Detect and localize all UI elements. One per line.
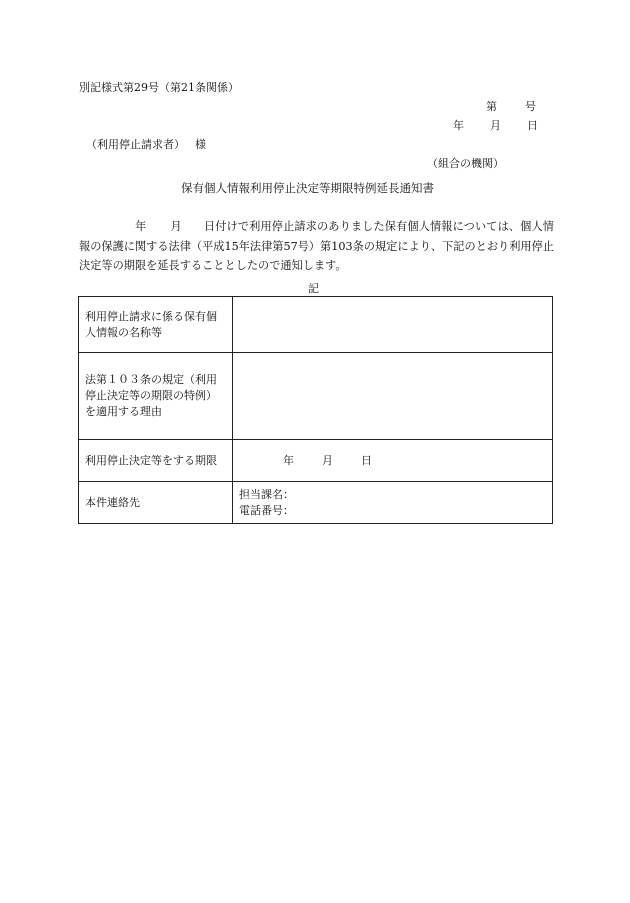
doc-number-prefix: 第 <box>486 100 497 113</box>
details-table <box>78 296 553 524</box>
table-row <box>79 482 553 524</box>
table-label-contact: 本件連絡先 <box>79 482 233 524</box>
deadline-day: 日 <box>361 453 372 467</box>
addressee <box>86 138 206 152</box>
addressee-honorific: 様 <box>195 138 206 151</box>
table-value-deadline <box>233 440 553 482</box>
table-label-info-name: 利用停止請求に係る保有個人情報の名称等 <box>79 297 233 353</box>
issue-date-month: 月 <box>490 119 501 132</box>
table-row <box>79 297 553 353</box>
issue-date-day: 日 <box>527 119 538 132</box>
document-title: 保有個人情報利用停止決定等期限特例延長通知書 <box>181 181 434 195</box>
body-year: 年 <box>135 220 147 233</box>
table-label-deadline: 利用停止決定等をする期限 <box>79 440 233 482</box>
body-text: 日付けで利用停止請求のありました保有個人情報については、個人情報の保護に関する法律（平成15年法律第57号）第103条の規定により、下記のとおり利用停止決定等の期限を延長することとしたので通知します。 <box>79 220 554 272</box>
issue-date <box>453 119 538 133</box>
document-number <box>486 100 536 114</box>
table-value-info-name <box>233 297 553 353</box>
issue-date-year: 年 <box>453 119 464 132</box>
body-paragraph <box>79 217 554 276</box>
contact-department: 担当課名： <box>239 487 294 501</box>
table-row <box>79 353 553 440</box>
form-number: 別記様式第29号（第21条関係） <box>79 81 239 94</box>
sender-organization: （組合の機関） <box>427 157 504 170</box>
table-value-contact <box>233 482 553 524</box>
table-label-reason: 法第１０３条の規定（利用停止決定等の期限の特例）を適用する理由 <box>79 353 233 440</box>
addressee-name: （利用停止請求者） <box>86 138 185 151</box>
ki-heading: 記 <box>308 282 319 295</box>
deadline-year: 年 <box>283 453 294 467</box>
table-value-reason <box>233 353 553 440</box>
table-row <box>79 440 553 482</box>
doc-number-suffix: 号 <box>525 100 536 113</box>
contact-phone: 電話番号： <box>239 503 294 517</box>
deadline-month: 月 <box>322 453 333 467</box>
body-month: 月 <box>170 220 182 233</box>
